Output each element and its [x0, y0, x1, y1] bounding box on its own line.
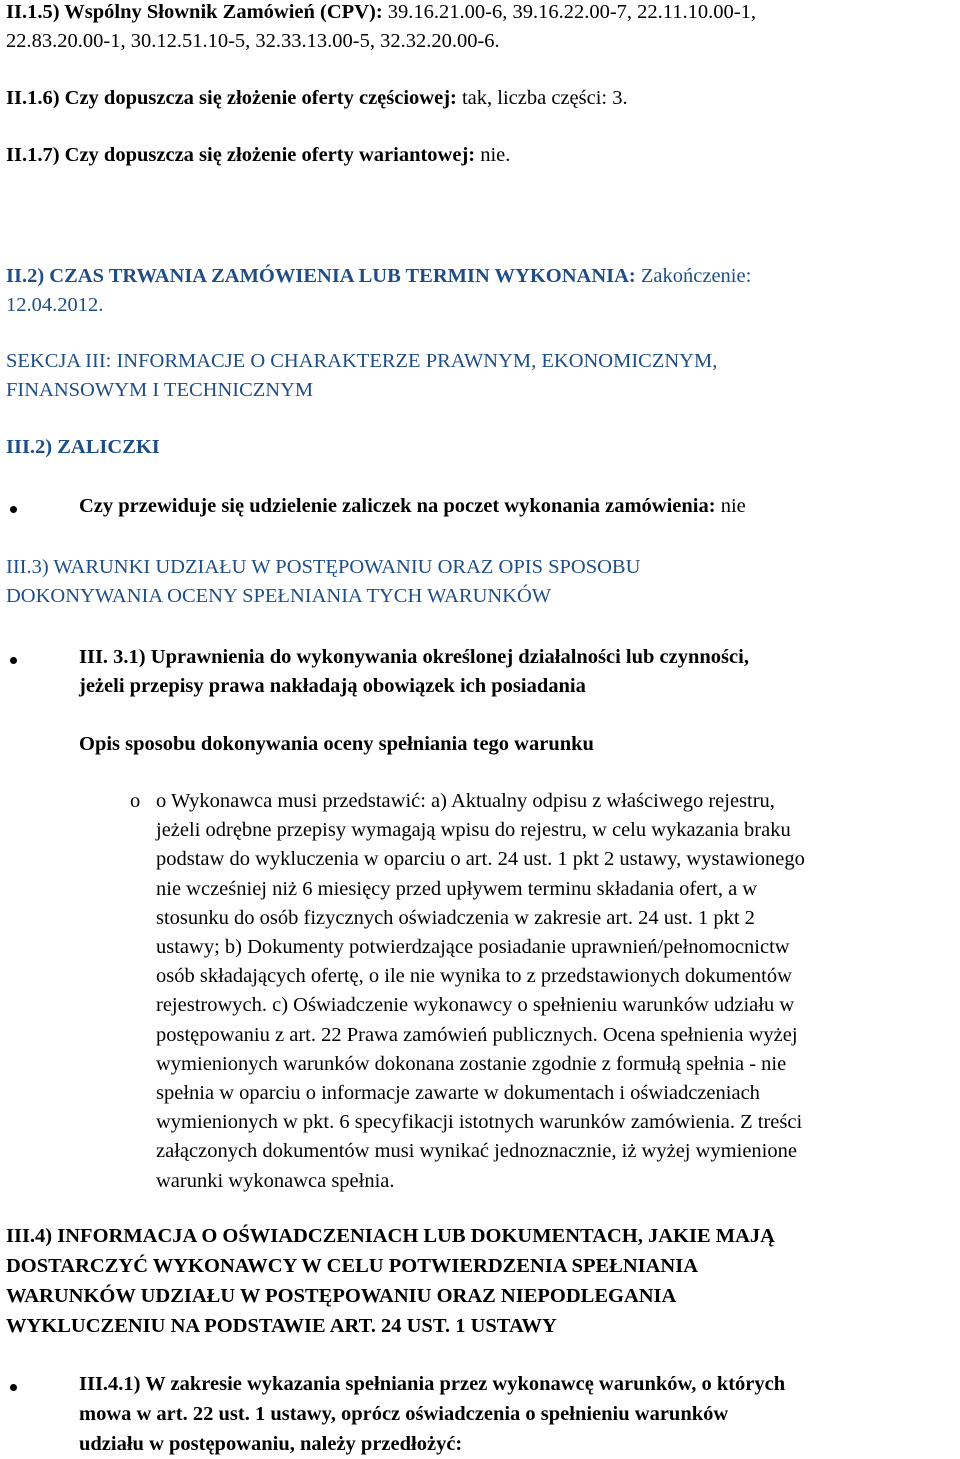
- assessment-body-line: ustawy; b) Dokumenty potwierdzające posiadanie uprawnień/pełnomocnictw: [156, 936, 790, 958]
- partial-offer-line: [6, 84, 628, 113]
- cpv-line-1: [6, 0, 756, 27]
- duration-value: Zakończenie:: [635, 265, 752, 287]
- cpv-label: II.1.5) Wspólny Słownik Zamówień (CPV):: [6, 1, 383, 23]
- advances-question-line: [79, 492, 746, 521]
- variant-offer-value: nie.: [475, 144, 511, 166]
- assessment-body-line: warunki wykonawca spełnia.: [156, 1169, 395, 1192]
- assessment-body-line: o Wykonawca musi przedstawić: a) Aktualny odpisu z właściwego rejestru,: [156, 790, 775, 812]
- documents-heading-line: WARUNKÓW UDZIAŁU W POSTĘPOWANIU ORAZ NIEPODLEGANIA: [6, 1285, 677, 1307]
- duration-label: II.2) CZAS TRWANIA ZAMÓWIENIA LUB TERMIN WYKONANIA:: [6, 265, 636, 287]
- bullet-icon: [10, 657, 17, 664]
- advances-answer: nie: [715, 495, 746, 517]
- assessment-body-line: podstaw do wykluczenia w oparciu o art. 24 ust. 1 pkt 2 ustawy, wystawionego: [156, 848, 805, 871]
- assessment-body-line: wymienionych warunków dokonana zostanie zgodnie z formułą spełnia - nie: [156, 1052, 787, 1075]
- documents-subsection-line: mowa w art. 22 ust. 1 ustawy, oprócz oświadczenia o spełnieniu warunków: [79, 1403, 729, 1425]
- advances-question: Czy przewiduje się udzielenie zaliczek na poczet wykonania zamówienia:: [79, 495, 716, 517]
- circle-bullet-icon: o: [130, 790, 141, 812]
- assessment-body-line: wymienionych w pkt. 6 specyfikacji istotnych warunków zamówienia. Z treści: [156, 1111, 803, 1134]
- bullet-icon: [10, 1384, 17, 1391]
- variant-offer-label: II.1.7) Czy dopuszcza się złożenie oferty wariantowej:: [6, 144, 476, 166]
- partial-offer-value: tak, liczba części: 3.: [456, 87, 628, 109]
- documents-subsection-line: udziału w postępowaniu, należy przedłożyć:: [79, 1433, 463, 1455]
- permissions-heading-1: III. 3.1) Uprawnienia do wykonywania określonej działalności lub czynności,: [79, 646, 749, 668]
- cpv-codes-1: 39.16.21.00-6, 39.16.22.00-7, 22.11.10.00-1,: [382, 1, 757, 23]
- assessment-heading: Opis sposobu dokonywania oceny spełniania tego warunku: [79, 733, 594, 755]
- section-3-heading-1: SEKCJA III: INFORMACJE O CHARAKTERZE PRAWNYM, EKONOMICZNYM,: [6, 350, 718, 372]
- advances-heading: III.2) ZALICZKI: [6, 436, 160, 458]
- assessment-body-line: załączonych dokumentów musi wynikać jednoznacznie, iż wyżej wymienione: [156, 1140, 797, 1163]
- documents-heading-line: III.4) INFORMACJA O OŚWIADCZENIACH LUB DOKUMENTACH, JAKIE MAJĄ: [6, 1225, 775, 1247]
- assessment-body-line: postępowaniu z art. 22 Prawa zamówień publicznych. Ocena spełnienia wyżej: [156, 1023, 798, 1046]
- duration-date: 12.04.2012.: [6, 294, 104, 316]
- variant-offer-line: [6, 141, 510, 170]
- assessment-body-line: rejestrowych. c) Oświadczenie wykonawcy o spełnieniu warunków udziału w: [156, 994, 795, 1017]
- conditions-heading-1: III.3) WARUNKI UDZIAŁU W POSTĘPOWANIU ORAZ OPIS SPOSOBU: [6, 556, 641, 578]
- bullet-icon: [10, 506, 17, 513]
- assessment-body-line: stosunku do osób fizycznych oświadczenia w zakresie art. 24 ust. 1 pkt 2: [156, 906, 755, 929]
- assessment-body-line: spełnia w oparciu o informacje zawarte w dokumentach i oświadczeniach: [156, 1082, 760, 1104]
- assessment-body-line: jeżeli odrębne przepisy wymagają wpisu do rejestru, w celu wykazania braku: [156, 819, 791, 842]
- assessment-body-line: nie wcześniej niż 6 miesięcy przed upływem terminu składania ofert, a w: [156, 877, 758, 900]
- documents-heading-line: WYKLUCZENIU NA PODSTAWIE ART. 24 UST. 1 USTAWY: [6, 1315, 557, 1337]
- section-3-heading-2: FINANSOWYM I TECHNICZNYM: [6, 379, 314, 401]
- partial-offer-label: II.1.6) Czy dopuszcza się złożenie oferty częściowej:: [6, 87, 457, 109]
- conditions-heading-2: DOKONYWANIA OCENY SPEŁNIANIA TYCH WARUNKÓW: [6, 585, 552, 607]
- documents-subsection-line: III.4.1) W zakresie wykazania spełniania przez wykonawcę warunków, o których: [79, 1373, 786, 1395]
- cpv-codes-2: 22.83.20.00-1, 30.12.51.10-5, 32.33.13.00-5, 32.32.20.00-6.: [6, 30, 500, 52]
- duration-line: [6, 262, 751, 291]
- permissions-heading-2: jeżeli przepisy prawa nakładają obowiązek ich posiadania: [79, 675, 586, 697]
- assessment-body-line: osób składających ofertę, o ile nie wynika to z przedstawionych dokumentów: [156, 965, 792, 988]
- documents-heading-line: DOSTARCZYĆ WYKONAWCY W CELU POTWIERDZENIA SPEŁNIANIA: [6, 1255, 698, 1277]
